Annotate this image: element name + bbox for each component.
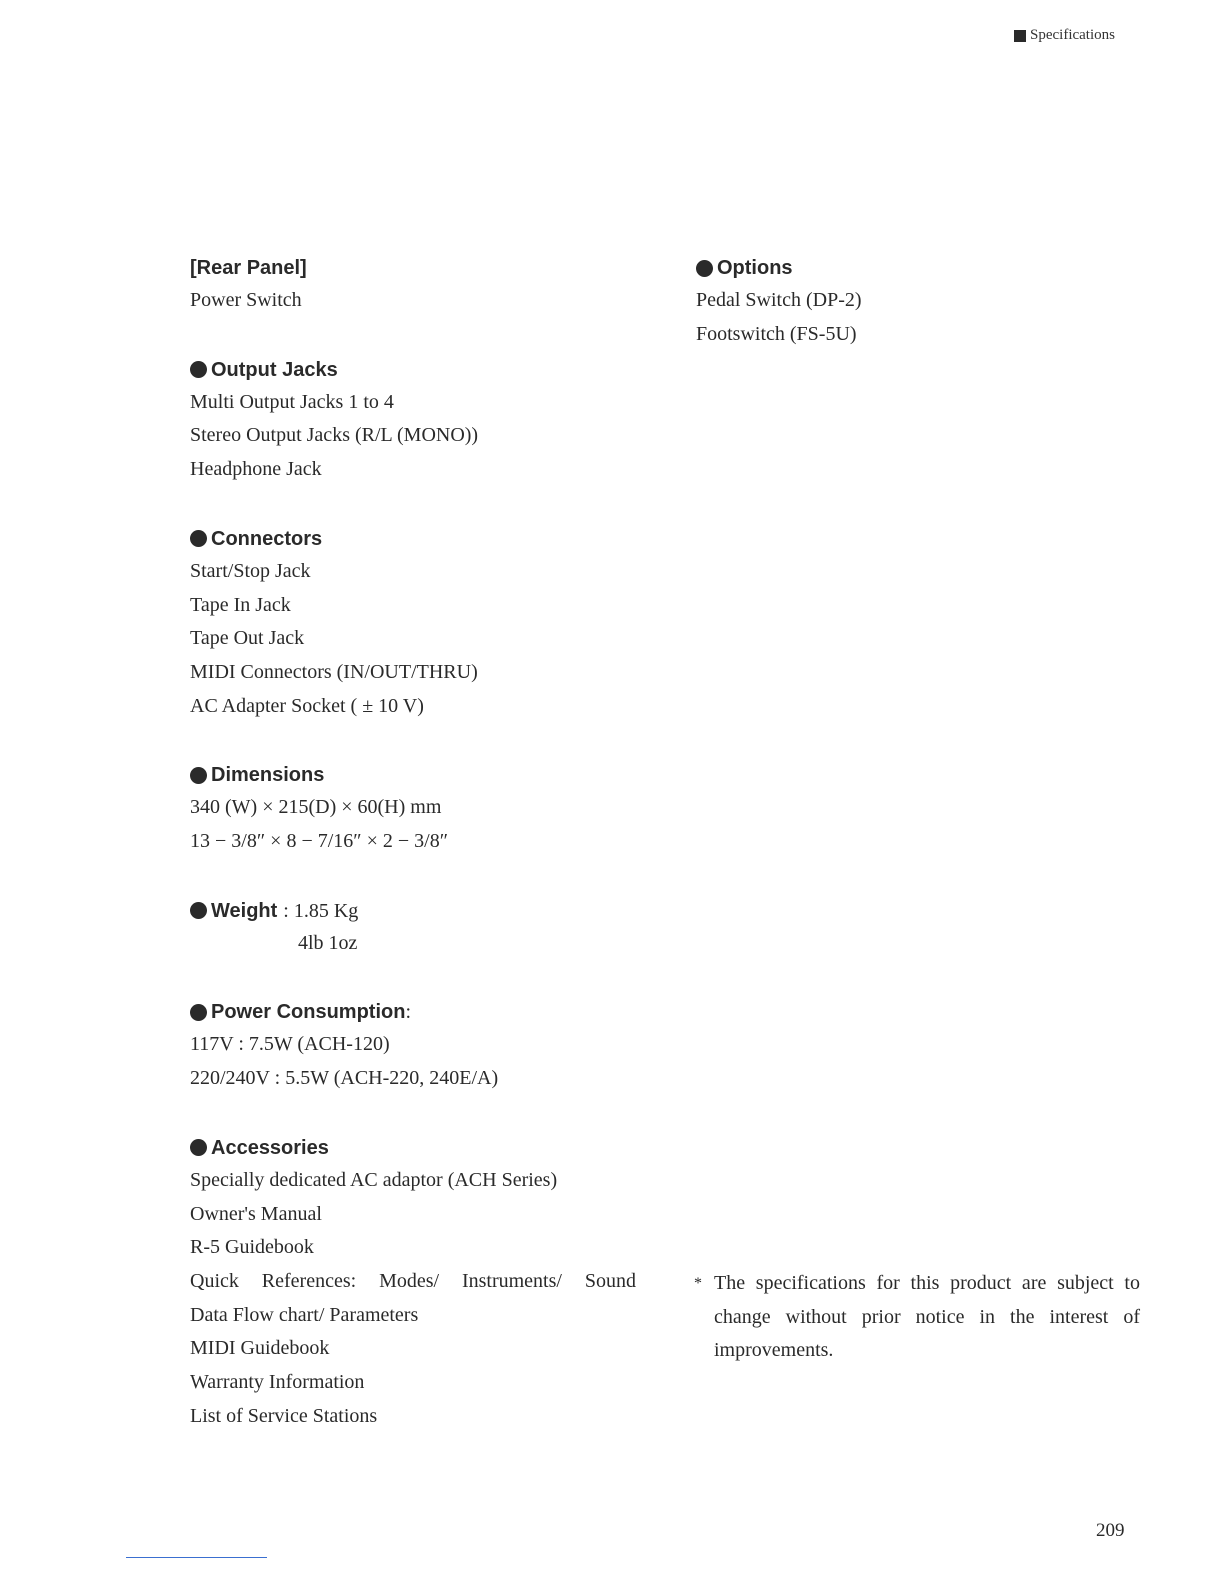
bullet-icon [190, 1004, 207, 1021]
dimensions-heading [190, 759, 660, 791]
page-header [1014, 27, 1115, 44]
list-item: Stereo Output Jacks (R/L (MONO)) [190, 424, 479, 447]
list-item: AC Adapter Socket ( ± 10 V) [190, 694, 424, 717]
dimensions-heading-text: Dimensions [211, 764, 325, 787]
list-item: List of Service Stations [190, 1404, 378, 1427]
quick-references-line [190, 1265, 636, 1299]
weight-value: : 1.85 Kg [283, 899, 359, 922]
word: References: [261, 1269, 357, 1292]
list-item: Pedal Switch (DP-2) [696, 289, 862, 311]
power-heading [190, 996, 660, 1028]
word: Instruments/ [461, 1269, 562, 1292]
note-text: The specifications for this product are subject to change without prior notice in the interest of improvements. [714, 1272, 1140, 1362]
accessories-heading-text: Accessories [211, 1136, 329, 1159]
accessories-heading [190, 1132, 660, 1164]
accessories-section [190, 1132, 660, 1434]
word: Quick [190, 1269, 239, 1292]
word: Modes/ [379, 1269, 440, 1292]
weight-heading [190, 895, 660, 927]
list-item: Headphone Jack [190, 458, 322, 481]
list-item: Specially dedicated AC adaptor (ACH Series) [190, 1168, 558, 1191]
connectors-section [190, 523, 660, 724]
list-item: MIDI Guidebook [190, 1337, 330, 1360]
output-jacks-heading-text: Output Jacks [211, 358, 338, 381]
list-item: Tape Out Jack [190, 627, 305, 650]
output-jacks-heading [190, 354, 660, 386]
square-bullet-icon [1014, 30, 1026, 42]
weight-heading-text: Weight [211, 899, 278, 922]
header-title: Specifications [1030, 27, 1115, 43]
options-section [696, 252, 1146, 351]
list-item: MIDI Connectors (IN/OUT/THRU) [190, 660, 478, 683]
asterisk-icon: * [694, 1275, 702, 1292]
output-jacks-section [190, 354, 660, 487]
list-item: 220/240V : 5.5W (ACH-220, 240E/A) [190, 1067, 499, 1090]
power-heading-colon: : [405, 1001, 412, 1024]
connectors-heading [190, 523, 660, 555]
specifications-note [694, 1267, 1140, 1368]
page-number: 209 [1096, 1520, 1125, 1541]
word: Sound [584, 1269, 636, 1292]
list-item: Tape In Jack [190, 593, 291, 616]
list-item: Start/Stop Jack [190, 559, 311, 582]
list-item: Warranty Information [190, 1371, 365, 1394]
list-item: R-5 Guidebook [190, 1236, 314, 1259]
power-heading-text: Power Consumption [211, 1001, 406, 1024]
list-item: 117V : 7.5W (ACH-120) [190, 1033, 390, 1056]
right-column [696, 252, 1146, 387]
list-item: Data Flow chart/ Parameters [190, 1303, 419, 1326]
bullet-icon [190, 1139, 207, 1156]
rear-panel-heading: [Rear Panel] [190, 257, 307, 279]
list-item: Owner's Manual [190, 1202, 322, 1225]
bullet-icon [190, 767, 207, 784]
bullet-icon [696, 260, 713, 277]
dimensions-section [190, 759, 660, 858]
rear-panel-section [190, 252, 660, 318]
options-heading-text: Options [717, 257, 793, 279]
bullet-icon [190, 902, 207, 919]
list-item: 13 − 3/8″ × 8 − 7/16″ × 2 − 3/8″ [190, 830, 449, 853]
weight-section [190, 895, 660, 961]
list-item: Footswitch (FS-5U) [696, 322, 857, 345]
power-section [190, 996, 660, 1095]
options-heading [696, 252, 1146, 284]
bullet-icon [190, 530, 207, 547]
footer-divider [126, 1557, 267, 1558]
weight-alt-value: 4lb 1oz [298, 931, 358, 954]
connectors-heading-text: Connectors [211, 527, 323, 550]
list-item: Multi Output Jacks 1 to 4 [190, 390, 394, 413]
rear-panel-item: Power Switch [190, 289, 302, 311]
left-column [190, 252, 660, 1469]
bullet-icon [190, 361, 207, 378]
list-item: 340 (W) × 215(D) × 60(H) mm [190, 796, 442, 819]
